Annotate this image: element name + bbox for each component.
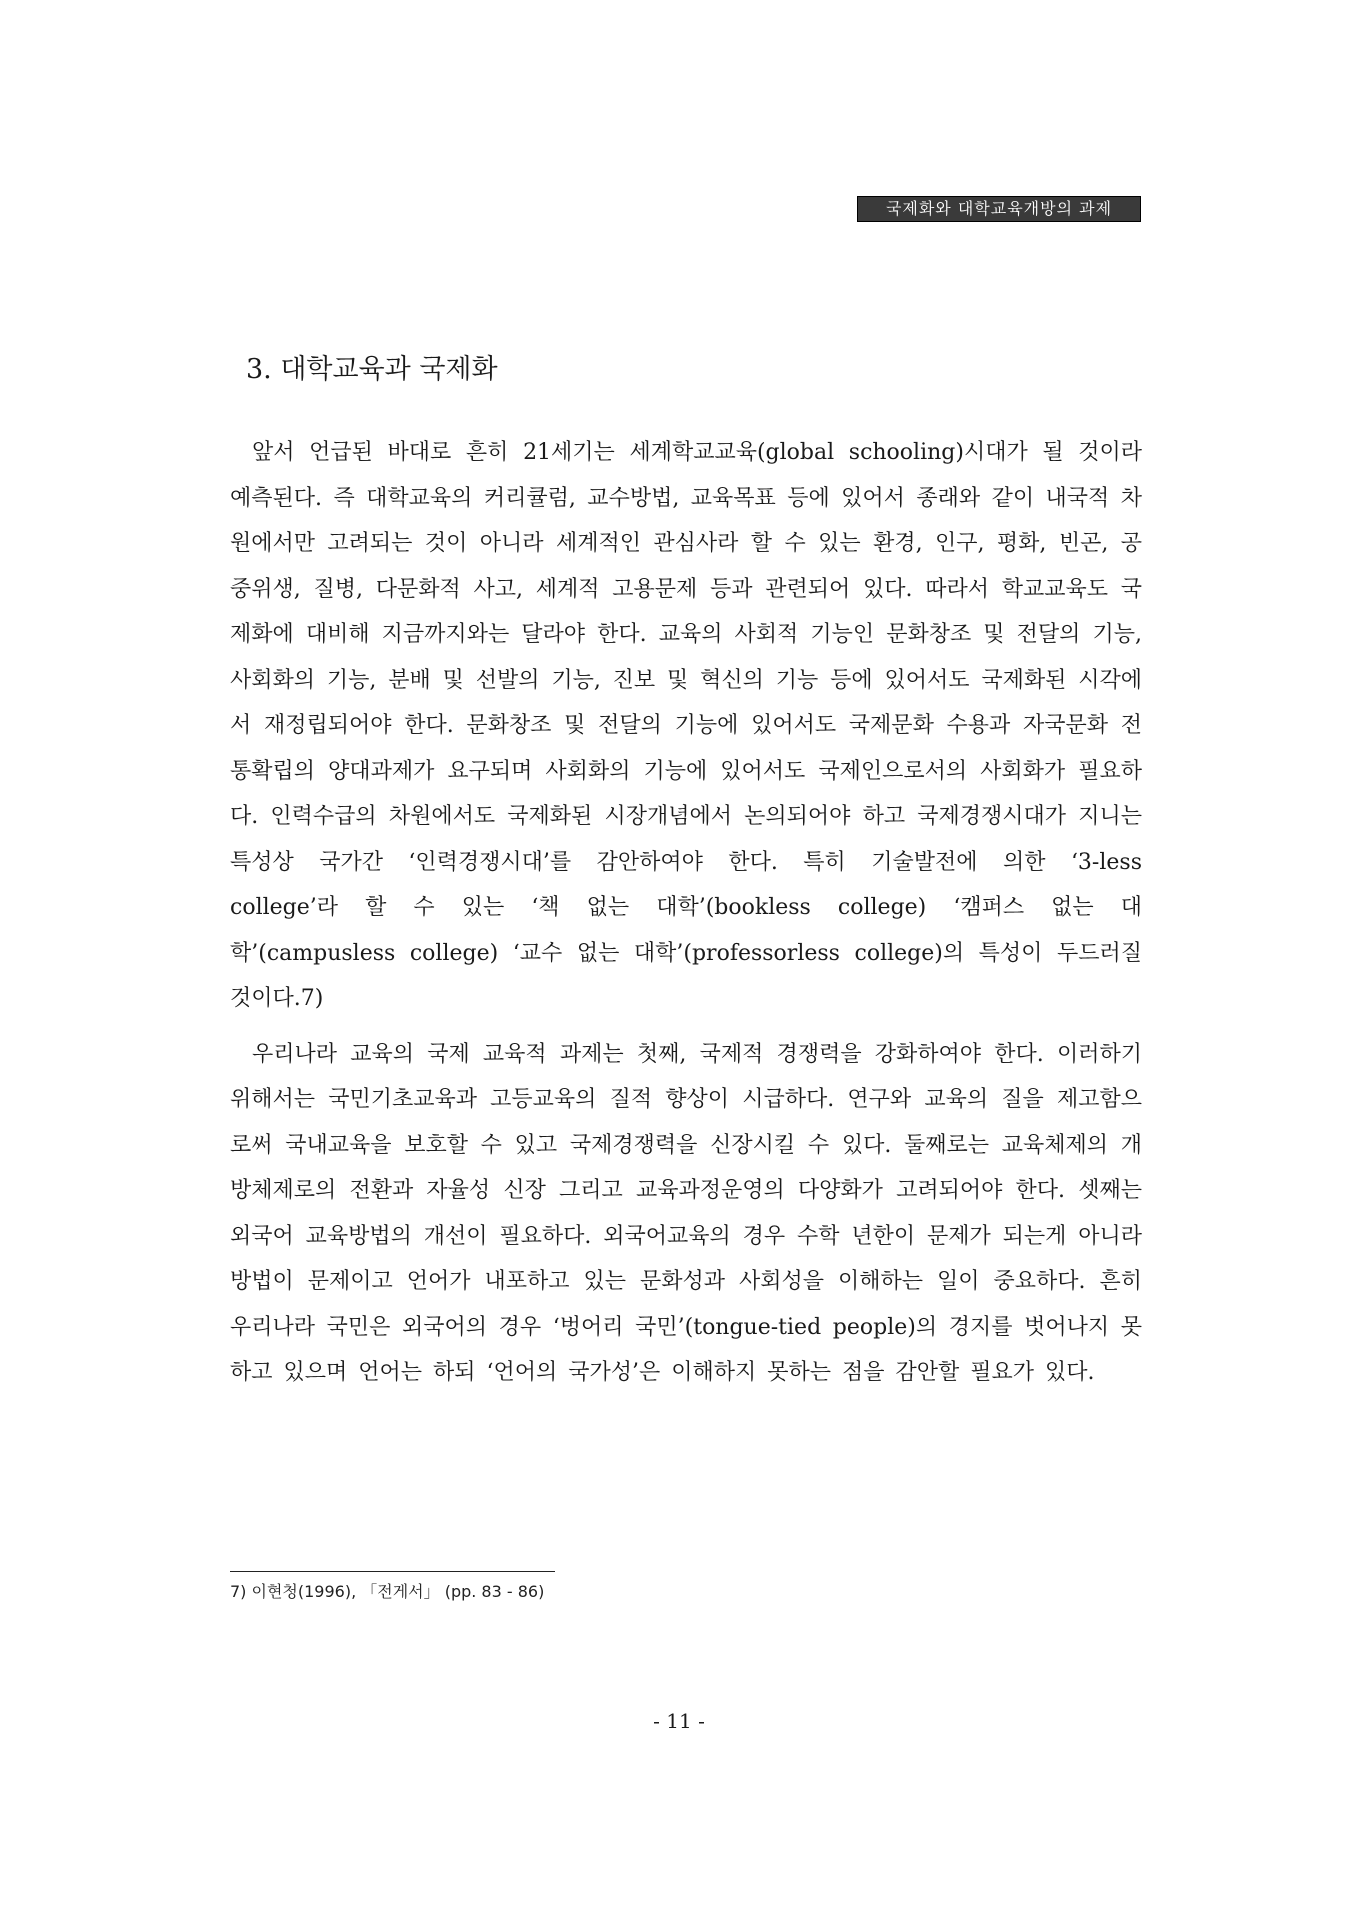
page-number: - 11 -	[653, 1709, 705, 1733]
paragraph-2: 우리나라 교육의 국제 교육적 과제는 첫째, 국제적 경쟁력을 강화하여야 한다. 이러하기 위해서는 국민기초교육과 고등교육의 질적 향상이 시급하다. 연구와 교육의 질을 제고함으로써 국내교육을 보호할 수 있고 국제경쟁력을 신장시킬 수 있다. 둘째로는 교육체제의 개방체제로의 전환과 자율성 신장 그리고 교육과정운영의 다양화가 고려되어야 한다. 셋째는 외국어 교육방법의 개선이 필요하다. 외국어교육의 경우 수학 년한이 문제가 되는게 아니라 방법이 문제이고 언어가 내포하고 있는 문화성과 사회성을 이해하는 일이 중요하다. 흔히 우리나라 국민은 외국어의 경우 ‘벙어리 국민’(tongue-tied people)의 경지를 벗어나지 못하고 있으며 언어는 하되 ‘언어의 국가성’은 이해하지 못하는 점을 감안할 필요가 있다.	[230, 1041, 1142, 1385]
running-header: 국제화와 대학교육개방의 과제	[857, 196, 1141, 222]
section-title: 3. 대학교육과 국제화	[246, 354, 498, 385]
paragraph-1: 앞서 언급된 바대로 흔히 21세기는 세계학교교육(global schooling)시대가 될 것이라 예측된다. 즉 대학교육의 커리큘럼, 교수방법, 교육목표 등에 있어서 종래와 같이 내국적 차원에서만 고려되는 것이 아니라 세계적인 관심사라 할 수 있는 환경, 인구, 평화, 빈곤, 공중위생, 질병, 다문화적 사고, 세계적 고용문제 등과 관련되어 있다. 따라서 학교교육도 국제화에 대비해 지금까지와는 달라야 한다. 교육의 사회적 기능인 문화창조 및 전달의 기능, 사회화의 기능, 분배 및 선발의 기능, 진보 및 혁신의 기능 등에 있어서도 국제화된 시각에서 재정립되어야 한다. 문화창조 및 전달의 기능에 있어서도 국제문화 수용과 자국문화 전통확립의 양대과제가 요구되며 사회화의 기능에 있어서도 국제인으로서의 사회화가 필요하다. 인력수급의 차원에서도 국제화된 시장개념에서 논의되어야 하고 국제경쟁시대가 지니는 특성상 국가간 ‘인력경쟁시대’를 감안하여야 한다. 특히 기술발전에 의한 ‘3-less college’라 할 수 있는 ‘책 없는 대학’(bookless college) ‘캠퍼스 없는 대학’(campusless college) ‘교수 없는 대학’(professorless college)의 특성이 두드러질 것이다.7)	[230, 440, 1142, 1011]
body-text	[230, 430, 1142, 1396]
footnote-divider	[230, 1571, 555, 1572]
footnote: 7) 이현청(1996), 「전게서」 (pp. 83 - 86)	[230, 1582, 545, 1601]
